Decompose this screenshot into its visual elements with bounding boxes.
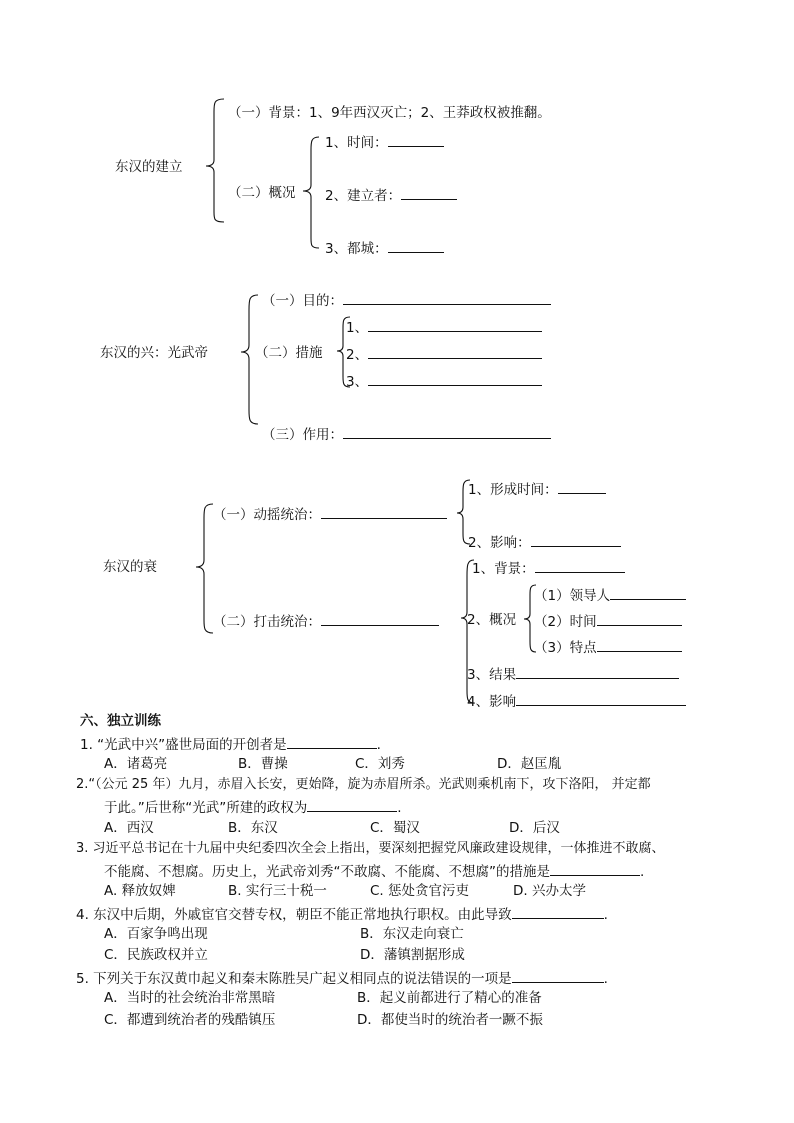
d3-leader (534, 585, 686, 605)
d3-result-label: 3、结果 (467, 667, 517, 683)
blank-d3-background[interactable] (535, 558, 625, 573)
blank-d3-leader[interactable] (610, 585, 686, 600)
brace-d1-main (206, 99, 224, 222)
d3-influence-1 (468, 532, 621, 552)
d2-measure-1 (346, 317, 542, 337)
q3-option-a[interactable]: A. 释放奴婢 (104, 883, 176, 899)
q2-stem: 2.“（公元 25 年）九月，赤眉入长安，更始降，旋为赤眉所杀。光武则乘机南下，攻下洛阳， 并定都 (76, 777, 651, 792)
brace-d1-sub (303, 137, 319, 248)
q2-tail: . (397, 800, 402, 816)
blank-d3-result[interactable] (516, 664, 679, 679)
q3-stem: 3. 习近平总书记在十九届中央纪委四次全会上指出，要深刻把握党风廉政建设规律，一体推进不敢腐、 (76, 841, 665, 856)
d2-measure-3-num: 3、 (346, 374, 369, 390)
q4-option-c[interactable]: C．民族政权并立 (104, 947, 208, 963)
q2-option-b[interactable]: B．东汉 (228, 820, 278, 836)
d3-shake (213, 504, 447, 524)
q1-stem (80, 734, 381, 754)
blank-d3-shake[interactable] (321, 504, 447, 519)
d3-shake-label: （一）动摇统治： (213, 507, 321, 523)
d3-time (534, 611, 682, 631)
blank-q5[interactable] (512, 968, 604, 983)
q2-option-d[interactable]: D．后汉 (509, 820, 560, 836)
d3-influence-1-label: 2、影响： (468, 535, 531, 551)
q4-option-b[interactable]: B．东汉走向衰亡 (360, 926, 464, 942)
blank-d2-measure-3[interactable] (368, 371, 542, 386)
q4-stem-text: 4. 东汉中后期，外戚宦官交替专权，朝臣不能正常地执行职权。由此导致 (76, 907, 512, 923)
q2-option-c[interactable]: C．蜀汉 (370, 820, 420, 836)
d2-purpose (262, 290, 551, 310)
q5-stem (76, 968, 608, 988)
d3-formed-time (468, 479, 606, 499)
d3-influence-2-label: 4、影响 (467, 694, 517, 710)
q5-option-c[interactable]: C．都遭到统治者的残酷镇压 (104, 1012, 276, 1028)
d3-formed-time-label: 1、形成时间： (468, 482, 558, 498)
d1-background: （一）背景：1、9年西汉灭亡；2、王莽政权被推翻。 (228, 105, 551, 121)
blank-d2-effect[interactable] (343, 424, 551, 439)
d3-overview: 2、概况 (467, 612, 517, 628)
blank-d2-measure-2[interactable] (368, 344, 542, 359)
q5-tail: . (603, 971, 608, 987)
d2-measure-1-num: 1、 (346, 320, 369, 336)
d1-item-founder-label: 2、建立者： (325, 188, 402, 204)
brace-d3-main (196, 504, 213, 633)
d1-root: 东汉的建立 (115, 159, 183, 175)
blank-q4[interactable] (512, 904, 604, 919)
d2-measure-2 (346, 344, 542, 364)
d1-item-time-label: 1、时间： (325, 135, 388, 151)
blank-d3-strike[interactable] (321, 611, 439, 626)
blank-d1-capital[interactable] (388, 238, 444, 253)
d2-measure-2-num: 2、 (346, 347, 369, 363)
q2-stem-cont (104, 797, 402, 817)
d1-item-capital (325, 238, 444, 258)
q3-option-b[interactable]: B. 实行三十税一 (228, 883, 327, 899)
q3-option-c[interactable]: C. 惩处贪官污吏 (370, 883, 470, 899)
blank-d1-founder[interactable] (401, 185, 457, 200)
q3-stem-cont (104, 861, 644, 881)
blank-d3-influence-2[interactable] (516, 691, 686, 706)
q1-option-b[interactable]: B．曹操 (238, 756, 288, 772)
section-title: 六、独立训练 (80, 713, 161, 729)
q1-option-d[interactable]: D．赵匡胤 (497, 756, 562, 772)
q5-option-b[interactable]: B．起义前都进行了精心的准备 (357, 990, 542, 1006)
q5-stem-text: 5. 下列关于东汉黄巾起义和秦末陈胜吴广起义相同点的说法错误的一项是 (76, 971, 512, 987)
d1-item-time (325, 132, 444, 152)
q3-option-d[interactable]: D. 兴办太学 (513, 883, 586, 899)
d3-background (472, 558, 625, 578)
d3-strike (213, 611, 439, 631)
blank-d2-purpose[interactable] (343, 290, 551, 305)
d3-root: 东汉的衰 (103, 559, 157, 575)
q4-option-d[interactable]: D．藩镇割据形成 (360, 947, 465, 963)
d2-effect-label: （三）作用： (262, 427, 343, 443)
blank-q2[interactable] (307, 797, 397, 812)
d2-purpose-label: （一）目的： (262, 293, 343, 309)
d2-root: 东汉的兴：光武帝 (100, 345, 208, 361)
blank-d3-formed-time[interactable] (558, 479, 606, 494)
q1-stem-text: 1. “光武中兴”盛世局面的开创者是 (80, 737, 287, 753)
d3-result (467, 664, 679, 684)
q4-tail: . (603, 907, 608, 923)
d3-time-label: （2）时间 (534, 614, 597, 630)
q4-option-a[interactable]: A．百家争鸣出现 (104, 926, 208, 942)
d3-leader-label: （1）领导人 (534, 588, 611, 604)
q5-option-a[interactable]: A．当时的社会统治非常黑暗 (104, 990, 276, 1006)
blank-d3-influence-1[interactable] (531, 532, 621, 547)
blank-d1-time[interactable] (388, 132, 444, 147)
q1-option-a[interactable]: A．诸葛亮 (104, 756, 168, 772)
q1-tail: . (376, 737, 381, 753)
q3-tail: . (640, 864, 645, 880)
d2-effect (262, 424, 551, 444)
q5-option-d[interactable]: D．都使当时的统治者一蹶不振 (357, 1012, 543, 1028)
q2-option-a[interactable]: A．西汉 (104, 820, 154, 836)
d2-measures: （二）措施 (255, 345, 323, 361)
d3-strike-label: （二）打击统治： (213, 614, 321, 630)
d1-overview: （二）概况 (228, 185, 296, 201)
blank-q3[interactable] (550, 861, 640, 876)
blank-d2-measure-1[interactable] (368, 317, 542, 332)
d3-background-label: 1、背景： (472, 561, 535, 577)
q2-stem2-text: 于此。”后世称“光武”所建的政权为 (104, 800, 308, 816)
q1-option-c[interactable]: C．刘秀 (355, 756, 405, 772)
blank-d3-time[interactable] (597, 611, 682, 626)
d1-item-founder (325, 185, 457, 205)
d2-measure-3 (346, 371, 542, 391)
q3-stem2-text: 不能腐、不想腐。历史上，光武帝刘秀“不敢腐、不能腐、不想腐”的措施是 (104, 864, 550, 880)
blank-d3-feature[interactable] (597, 637, 682, 652)
d1-item-capital-label: 3、都城： (325, 241, 388, 257)
d3-feature-label: （3）特点 (534, 640, 597, 656)
d3-influence-2 (467, 691, 686, 711)
q4-stem (76, 904, 608, 924)
blank-q1[interactable] (287, 734, 377, 749)
d3-feature (534, 637, 682, 657)
